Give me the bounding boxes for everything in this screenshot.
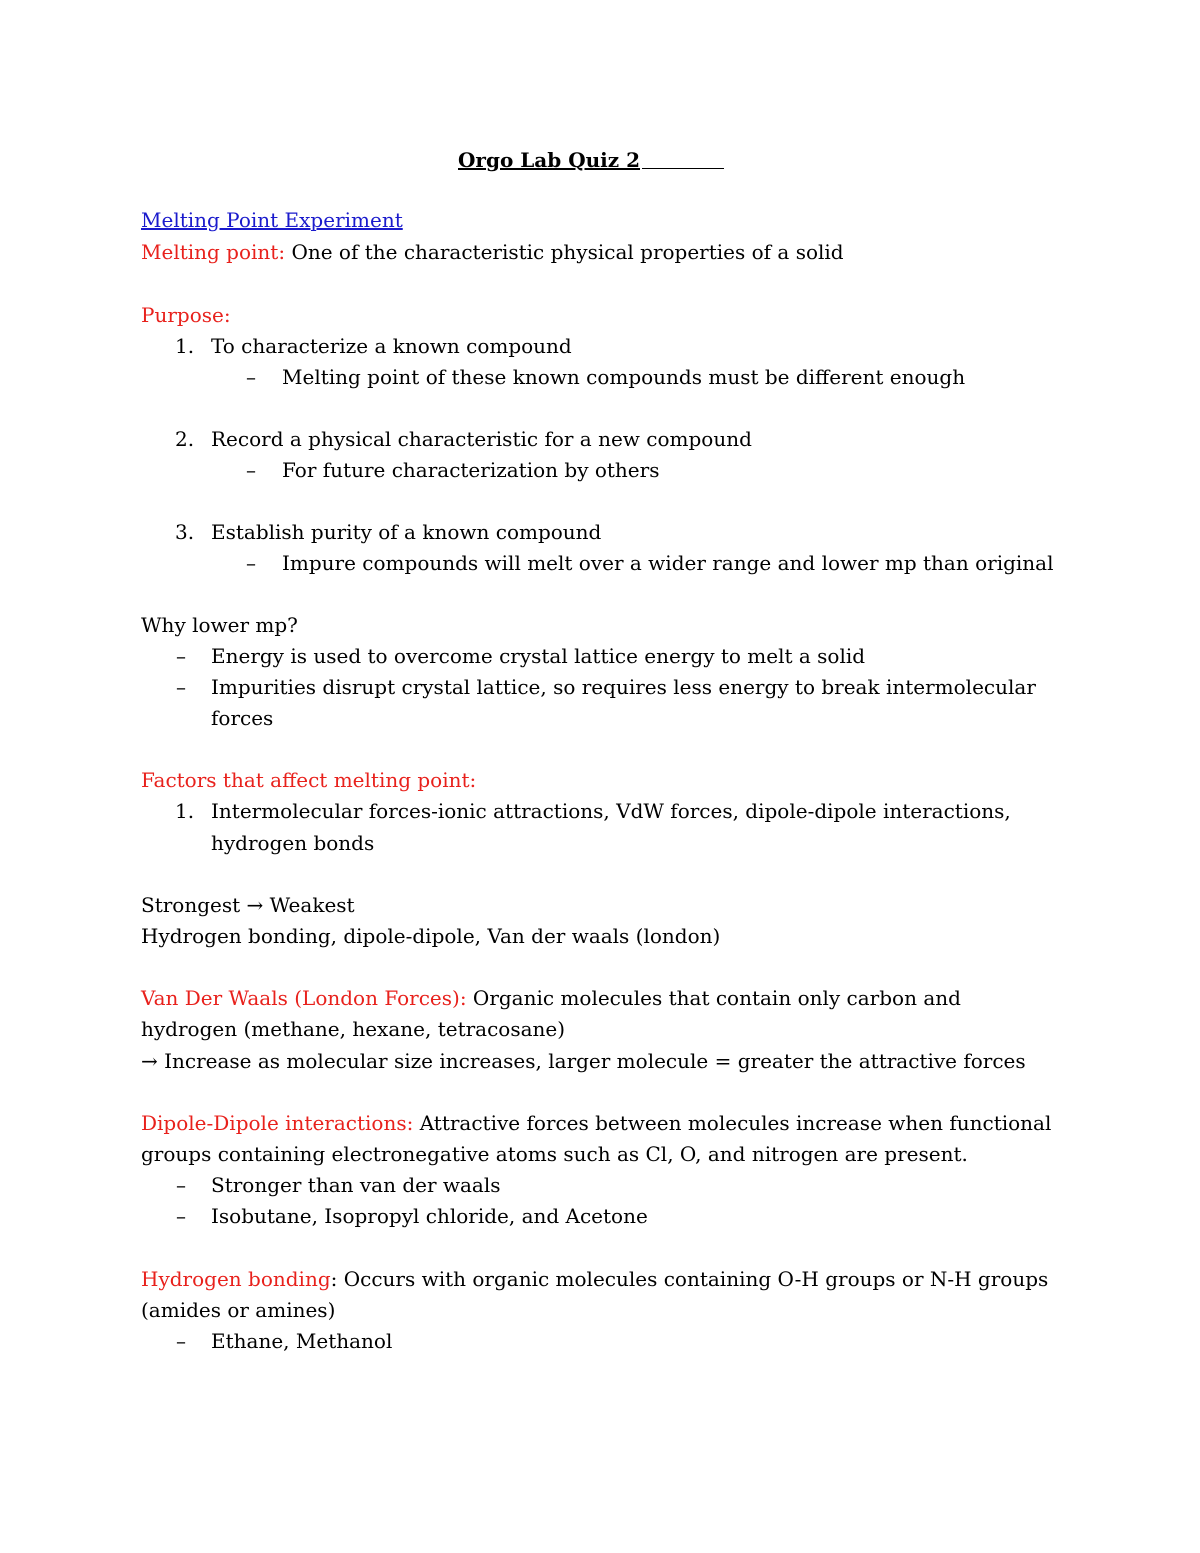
bullet-item: Energy is used to overcome crystal lattice energy to melt a solid	[211, 644, 866, 668]
strength-order: Strongest → Weakest	[141, 893, 355, 917]
list-item: Record a physical characteristic for a new compound	[211, 427, 752, 451]
list-item: Intermolecular forces-ionic attractions, VdW forces, dipole-dipole interactions,	[211, 799, 1011, 823]
dash-bullet: –	[246, 458, 256, 482]
list-item-continued: hydrogen bonds	[211, 831, 375, 855]
dash-bullet: –	[176, 1329, 186, 1353]
dash-bullet: –	[176, 1204, 186, 1228]
dash-bullet: –	[246, 551, 256, 575]
bullet-item: Stronger than van der waals	[211, 1173, 501, 1197]
vdw-note: → Increase as molecular size increases, larger molecule = greater the attractive forces	[141, 1049, 1026, 1073]
bullet-item: Isobutane, Isopropyl chloride, and Acetone	[211, 1204, 648, 1228]
sub-item: Impure compounds will melt over a wider range and lower mp than original	[282, 551, 1054, 575]
list-number: 3.	[175, 520, 195, 544]
vdw-definition: Van Der Waals (London Forces): Organic molecules that contain only carbon and	[141, 986, 961, 1010]
strength-list: Hydrogen bonding, dipole-dipole, Van der waals (london)	[141, 924, 721, 948]
sub-item: For future characterization by others	[282, 458, 660, 482]
bullet-item: Impurities disrupt crystal lattice, so requires less energy to break intermolecular	[211, 675, 1036, 699]
melting-point-definition: Melting point: One of the characteristic physical properties of a solid	[141, 240, 844, 264]
bullet-item: Ethane, Methanol	[211, 1329, 393, 1353]
bullet-item-continued: forces	[211, 706, 274, 730]
dipole-definition: Dipole-Dipole interactions: Attractive forces between molecules increase when functional	[141, 1111, 1052, 1135]
dash-bullet: –	[176, 675, 186, 699]
dipole-definition-continued: groups containing electronegative atoms such as Cl, O, and nitrogen are present.	[141, 1142, 968, 1166]
hbond-definition-continued: (amides or amines)	[141, 1298, 336, 1322]
list-item: To characterize a known compound	[211, 334, 572, 358]
page-title: Orgo Lab Quiz 2	[458, 147, 724, 173]
vdw-definition-continued: hydrogen (methane, hexane, tetracosane)	[141, 1017, 566, 1041]
list-item: Establish purity of a known compound	[211, 520, 602, 544]
dash-bullet: –	[176, 1173, 186, 1197]
factors-heading: Factors that affect melting point:	[141, 768, 477, 792]
list-number: 2.	[175, 427, 195, 451]
section-heading: Melting Point Experiment	[141, 208, 403, 232]
list-number: 1.	[175, 799, 195, 823]
dash-bullet: –	[176, 644, 186, 668]
sub-item: Melting point of these known compounds must be different enough	[282, 365, 966, 389]
why-lower-heading: Why lower mp?	[141, 613, 298, 637]
purpose-heading: Purpose:	[141, 303, 231, 327]
hbond-definition: Hydrogen bonding: Occurs with organic molecules containing O-H groups or N-H groups	[141, 1267, 1049, 1291]
dash-bullet: –	[246, 365, 256, 389]
list-number: 1.	[175, 334, 195, 358]
